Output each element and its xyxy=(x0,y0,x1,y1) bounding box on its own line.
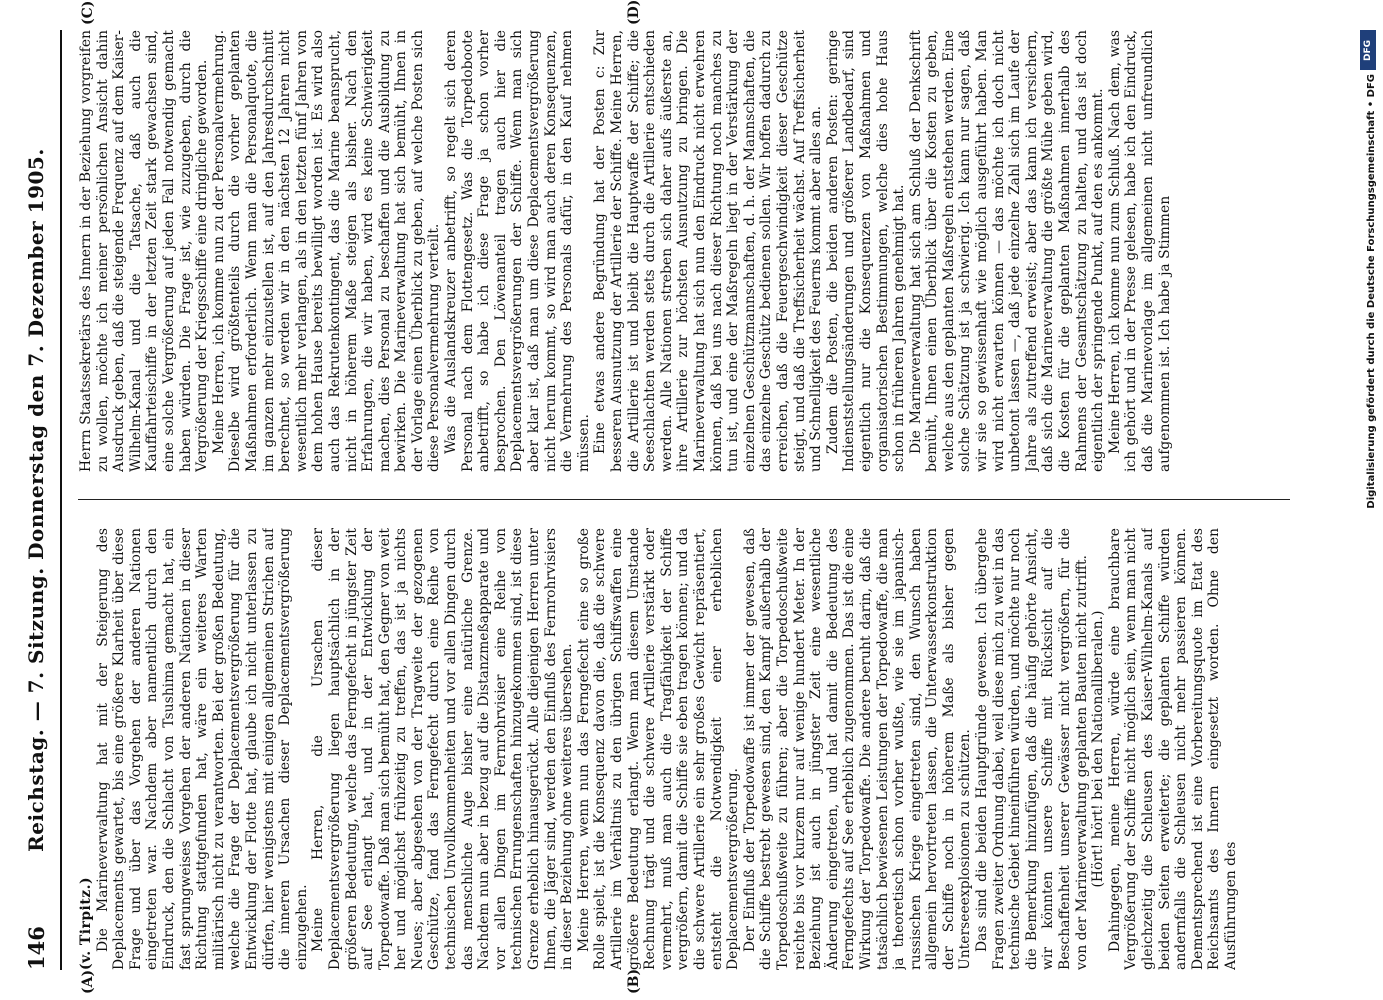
digitization-note: Digitalisierung gefördert durch die Deutsche Forschungsgemeinschaft • DFG xyxy=(1366,74,1377,509)
margin-marker-a: (A) xyxy=(80,969,96,994)
margin-marker-d: (D) xyxy=(626,0,642,25)
page-number: 146 xyxy=(24,926,49,970)
dfg-logo: DFG xyxy=(1360,30,1376,70)
paragraph: Die Marineverwaltung hat mit der Steigerung des Deplacements gewartet, bis eine größere Klarheit über diese Frage und über das Vorgehen der anderen Nationen eingetreten war. Nachdem aber namentlich durch den Eindruck, den die Schlacht von Tsushima gemacht hat, ein fast sprungweises Vorgehen der anderen Nationen in dieser Richtung stattgefunden hat, wäre ein weiteres Warten militärisch nicht zu verantworten. Bei der großen Bedeutung, welche die Frage der Deplacementsvergrößerung für die Entwicklung der Flotte hat, glaube ich nicht unterlassen zu dürfen, hier wenigstens mit einigen allgemeinen Strichen auf die inneren Ursachen dieser Deplacementsvergrößerung einzugehen. xyxy=(94,528,310,970)
paragraph: Meine Herren, wenn nun das Ferngefecht eine so große Rolle spielt, ist die Konsequenz davon die, daß die schwere Artillerie im Verhältnis zu den übrigen Schiffswaffen eine größere Bedeutung erlangt. Wenn man diesem Umstande Rechnung trägt und die schwere Artillerie verstärkt oder vermehrt, muß man auch die Tragfähigkeit der Schiffe vergrößern, damit die Schiffe sie eben tragen können; und da die schwere Artillerie ein sehr großes Gewicht repräsentiert, entsteht die Notwendigkeit einer erheblichen Deplacementsvergrößerung. xyxy=(575,528,742,970)
paragraph: Eine etwas andere Begründung hat der Posten c: Zur besseren Ausnutzung der Artillerie der Schiffe. Meine Herren, die Artillerie ist und bleibt die Hauptwaffe der Schiffe; die Seeschlachten werden stets durch die Artillerie entschieden werden. Alle Nationen streben sich daher aufs äußerste an, ihre Artillerie zur höchsten Ausnutzung zu bringen. Die Marineverwaltung hat sich nun den Eindruck nicht erwehren können, daß bei uns nach dieser Richtung noch manches zu tun ist, und eine der Maßregeln liegt in der Verstärkung der einzelnen Geschützmannschaften, d. h. der Mannschaften, die das einzelne Geschütz bedienen sollen. Wir hoffen dadurch zu erreichen, daß die Feuergeschwindigkeit dieser Geschütze steigt, und daß die Treffsicherheit wächst. Auf Treffsicherheit und Schnelligkeit des Feuerns kommt aber alles an. xyxy=(592,30,825,472)
text-columns xyxy=(78,0,1290,994)
column-divider xyxy=(78,499,1290,500)
paragraph: Meine Herren, ich komme nun zu der Personalvermehrung. Dieselbe wird größtenteils durch die vorher geplanten Maßnahmen erforderlich. Wenn man die Personalquote, die im ganzen mehr einzustellen ist, auf den Jahresdurchschnitt berechnet, so werden wir in den nächsten 12 Jahren nicht wesentlich mehr verlangen, als in den letzten fünf Jahren von dem hohen Hause bereits bewilligt worden ist. Es wird also auch das Rekrutenkontingent, das die Marine beansprucht, nicht in höherem Maße steigen als bisher. Nach den Erfahrungen, die wir haben, wird es keine Schwierigkeit machen, dies Personal zu beschaffen und die Ausbildung zu bewirken. Die Marineverwaltung hat sich bemüht, Ihnen in der Vorlage einen Überblick zu geben, auf welche Posten sich diese Personalvermehrung verteilt. xyxy=(210,30,443,472)
interjection: (Hört! hört! bei den Nationalliberalen.) xyxy=(1090,610,1107,888)
digitization-sidebar xyxy=(1357,20,1379,980)
paragraph: Zudem die Posten, die beiden anderen Posten: geringe Indienststellungsänderungen und größerer Landbedarf, sind eigentlich nur die Konsequenzen von Maßnahmen und organisatorischen Bestimmungen, welche dies hohe Haus schon in früheren Jahren genehmigt hat. xyxy=(824,30,908,472)
margin-marker-c: (C) xyxy=(80,0,96,25)
paragraph: Der Einfluß der Torpedowaffe ist immer der gewesen, daß die Schiffe bestrebt gewesen sind, den Kampf außerhalb der Torpedoschußweite zu führen; aber die Torpedoschußweite reichte bis vor kurzem nur auf wenige hundert Meter. In der Beziehung ist auch in jüngster Zeit eine wesentliche Änderung eingetreten, und hat damit die Bedeutung des Ferngefechts auf See erheblich zugenommen. Das ist die eine Wirkung der Torpedowaffe. Die andere beruht darin, daß die tatsächlich bewiesenen Leistungen der Torpedowaffe, die man ja theoretisch schon vorher wußte, wie sie im japanisch-russischen Kriege eingetreten sind, den Wunsch haben allgemein hervortreten lassen, die Unterwasserkonstruktion der Schiffe noch in höherem Maße als bisher gegen Unterseeexplosionen zu schützen. xyxy=(741,528,974,970)
paragraph: Das sind die beiden Hauptgründe gewesen. Ich übergehe Fragen zweiter Ordnung dabei, weil diese mich zu weit in das technische Gebiet hineinführen würden, und möchte nur noch die Bemerkung hinzufügen, daß die häufig gehörte Ansicht, wir könnten unsere Schiffe mit Rücksicht auf die Beschaffenheit unserer Gewässer nicht vergrößern, für die von der Marineverwaltung geplanten Bauten nicht zutrifft. xyxy=(974,528,1090,970)
paragraph: Meine Herren, die Ursachen dieser Deplacementsvergrößerung liegen hauptsächlich in der größeren Bedeutung, welche das Ferngefecht in jüngster Zeit auf See erlangt hat, und in der Entwicklung der Torpedowaffe. Daß man sich bemüht hat, den Gegner von weit her und möglichst frühzeitig zu treffen, das ist ja nichts Neues; aber abgesehen von der Tragweite der gezogenen Geschütze, fand das Ferngefecht durch eine Reihe von technischen Unvollkommenheiten und vor allen Dingen durch das menschliche Auge bisher eine natürliche Grenze. Nachdem nun aber in bezug auf die Distanzmeßapparate und vor allen Dingen im Fernrohrvisier eine Reihe von technischen Errungenschaften hinzugekommen sind, ist diese Grenze erheblich hinausgerückt. Alle diejenigen Herren unter Ihnen, die Jäger sind, werden den Einfluß des Fernrohrvisiers in dieser Beziehung ohne weiteres übersehen. xyxy=(310,528,576,970)
running-title: Reichstag. — 7. Sitzung. Donnerstag den 7. Dezember 1905. xyxy=(24,148,48,852)
paragraph: Die Marineverwaltung hat sich am Schluß der Denkschrift bemüht, Ihnen einen Überblick über die Kosten zu geben, welche aus den geplanten Maßregeln entstehen werden. Eine solche Schätzung ist ja schwierig. Ich kann nur sagen, daß wir sie so gewissenhaft wie möglich ausgeführt haben. Man wird nicht erwarten können — das möchte ich doch nicht unbetont lassen —, daß jede einzelne Zahl sich im Laufe der Jahre als zutreffend erweist; aber das kann ich versichern, daß sich die Marineverwaltung die größte Mühe geben wird, die Kosten für die geplanten Maßnahmen innerhalb des Rahmens der Gesamtschätzung zu halten, und das ist doch eigentlich der springende Punkt, auf den es ankommt. xyxy=(907,30,1107,472)
speaker-label: (v. Tirpitz.) xyxy=(78,876,94,970)
paragraph: Dahingegen, meine Herren, würde eine brauchbare Vergrößerung der Schiffe nicht möglich sein, wenn man nicht gleichzeitig die Schleusen des Kaiser-Wilhelm-Kanals auf beiden Seiten erweiterte; die geplanten Schiffe würden andernfalls die Schleusen nicht mehr passieren können. Dementsprechend ist eine Vorbereitungsquote im Etat des Reichsamts des Innern eingesetzt worden. Ohne den Ausführungen des xyxy=(1106,528,1239,970)
paragraph: Herrn Staatssekretärs des Innern in der Beziehung vorgreifen zu wollen, möchte ich meiner persönlichen Ansicht dahin Ausdruck geben, daß die steigende Frequenz auf dem Kaiser-Wilhelm-Kanal und die Tatsache, daß auch die Kauffahrteischiffe in der letzten Zeit stark gewachsen sind, eine solche Vergrößerung auf jeden Fall notwendig gemacht haben würden. Die Frage ist, wie zuzugeben, durch die Vergrößerung der Kriegsschiffe eine dringliche geworden. xyxy=(78,30,211,472)
margin-marker-b: (B) xyxy=(626,968,642,994)
left-column xyxy=(78,528,1290,970)
page-header xyxy=(20,30,62,970)
paragraph: Was die Auslandskreuzer anbetrifft, so regelt sich deren Personal nach dem Flottengesetz. Was die Torpedoboote anbetrifft, so habe ich diese Frage ja schon vorher besprochen. Den Löwenanteil tragen auch hier die Deplacementsvergrößerungen der Schiffe. Wenn man sich aber klar ist, daß man um diese Deplacementsvergrößerung nicht herum kommt, so wird man auch deren Konsequenzen, die Vermehrung des Personals dafür, in den Kauf nehmen müssen. xyxy=(443,30,592,472)
right-column xyxy=(78,30,1290,472)
paragraph: Meine Herren, ich komme nun zum Schluß. Nach dem, was ich gehört und in der Presse gelesen, habe ich den Eindruck, daß die Marinevorlage im allgemeinen nicht unfreundlich aufgenommen ist. Ich habe ja Stimmen xyxy=(1106,30,1173,472)
